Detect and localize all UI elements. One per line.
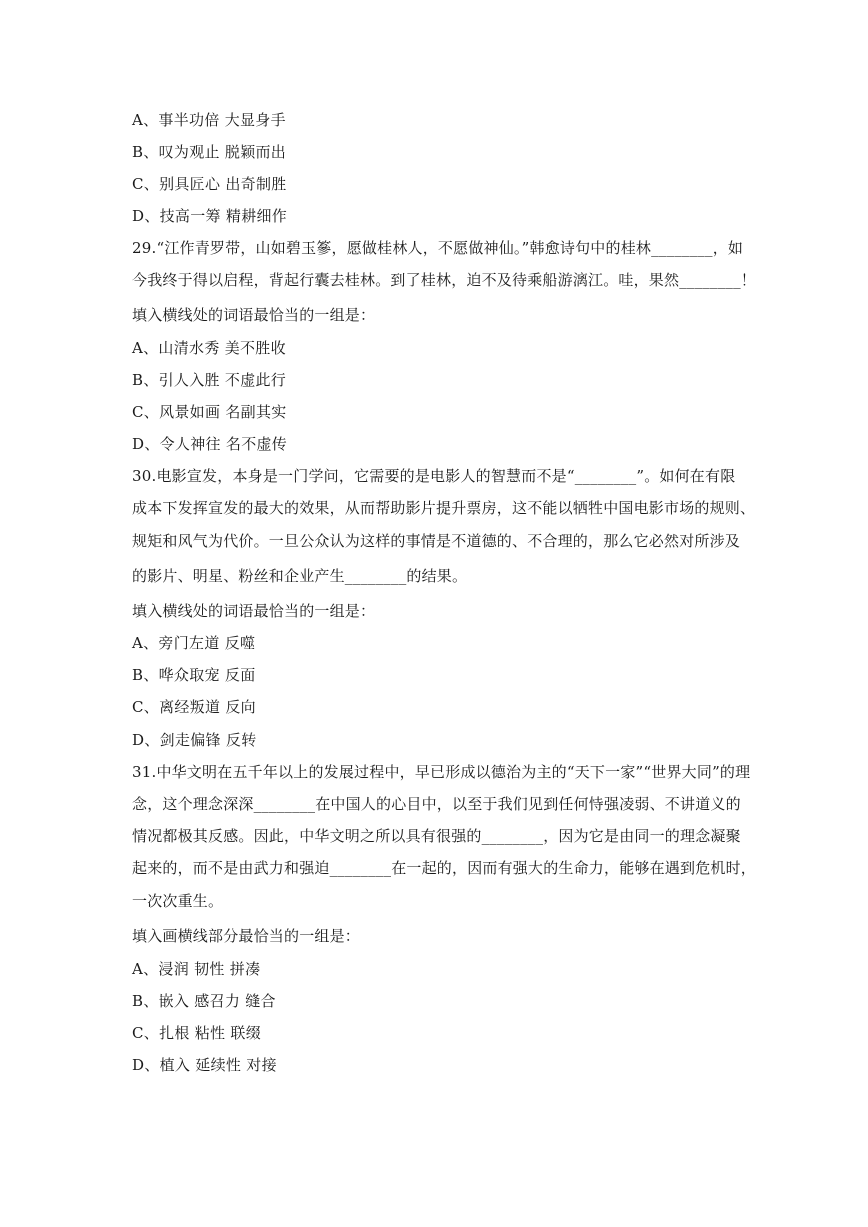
q30-option-d: D、剑走偏锋 反转: [132, 731, 257, 749]
q29-option-c: C、风景如画 名副其实: [132, 403, 287, 421]
q31-option-a: A、浸润 韧性 拼凑: [132, 960, 261, 978]
q29-instruction: 填入横线处的词语最恰当的一组是：: [132, 306, 376, 324]
q30-option-b: B、哗众取宠 反面: [132, 666, 256, 684]
q30-instruction: 填入横线处的词语最恰当的一组是：: [132, 602, 376, 620]
q30-stem-line-2: 成本下发挥宣发的最大的效果，从而帮助影片提升票房，这不能以牺牲中国电影市场的规则、: [132, 499, 756, 517]
q31-instruction: 填入画横线部分最恰当的一组是：: [132, 927, 361, 945]
q30-stem-line-3: 规矩和风气为代价。一旦公众认为这样的事情是不道德的、不合理的，那么它必然对所涉及: [132, 532, 741, 550]
q30-option-a: A、旁门左道 反噬: [132, 634, 256, 652]
q28-option-d: D、技高一筹 精耕细作: [132, 207, 288, 225]
q31-stem-line-4: 起来的，而不是由武力和强迫________在一起的，因而有强大的生命力，能够在遇到危机时，: [132, 859, 757, 877]
q28-option-b: B、叹为观止 脱颖而出: [132, 143, 287, 161]
q31-stem-line-5: 一次次重生。: [132, 892, 224, 910]
q31-option-d: D、植入 延续性 对接: [132, 1056, 277, 1074]
q30-option-c: C、离经叛道 反向: [132, 698, 256, 716]
q31-option-b: B、嵌入 感召力 缝合: [132, 992, 276, 1010]
q28-option-c: C、别具匠心 出奇制胜: [132, 175, 287, 193]
q29-stem-line-2: 今我终于得以启程，背起行囊去桂林。到了桂林，迫不及待乘船游漓江。哇，果然________！: [132, 271, 757, 289]
q30-stem-line-1: 30.电影宣发，本身是一门学问，它需要的是电影人的智慧而不是“________”。如何在有限: [132, 467, 736, 485]
q31-option-c: C、扎根 粘性 联缀: [132, 1024, 262, 1042]
q28-option-a: A、事半功倍 大显身手: [132, 111, 286, 129]
q31-stem-line-1: 31.中华文明在五千年以上的发展过程中，早已形成以德治为主的“天下一家”“世界大同”的理: [132, 763, 751, 781]
q31-stem-line-2: 念，这个理念深深________在中国人的心目中，以至于我们见到任何恃强凌弱、不讲道义的: [132, 795, 741, 813]
q29-option-a: A、山清水秀 美不胜收: [132, 339, 286, 357]
q30-stem-line-4: 的影片、明星、粉丝和企业产生________的结果。: [132, 567, 468, 585]
q29-stem-line-1: 29.“江作青罗带，山如碧玉篸，愿做桂林人，不愿做神仙。”韩愈诗句中的桂林________，如: [132, 239, 744, 257]
q29-option-d: D、令人神往 名不虚传: [132, 435, 288, 453]
q29-option-b: B、引人入胜 不虚此行: [132, 371, 287, 389]
q31-stem-line-3: 情况都极其反感。因此，中华文明之所以具有很强的________，因为它是由同一的理念凝聚: [132, 827, 741, 845]
